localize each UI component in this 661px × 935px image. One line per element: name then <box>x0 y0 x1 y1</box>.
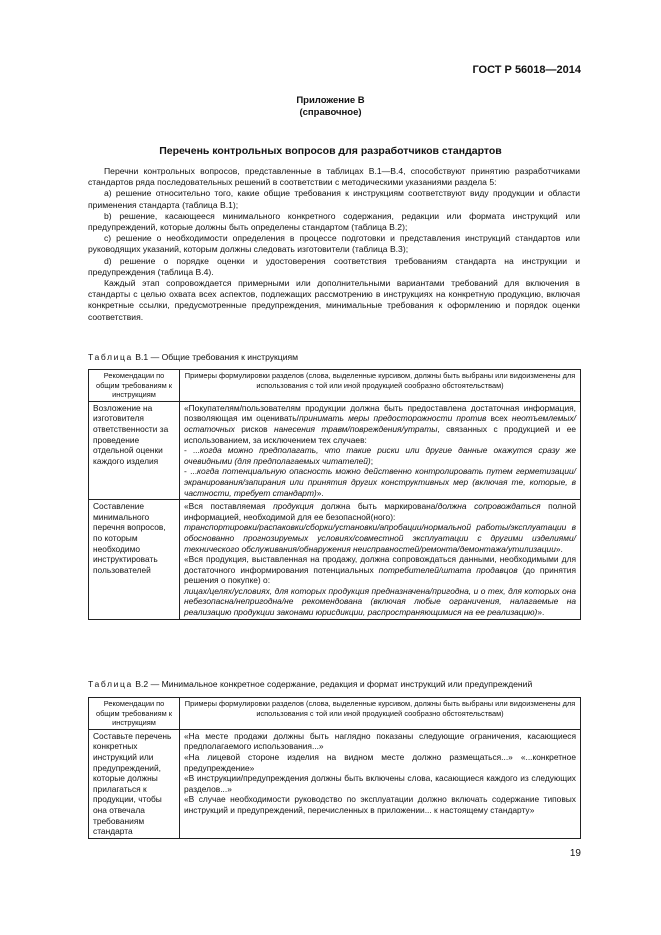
appendix-note: (справочное) <box>299 107 362 118</box>
intro-item-a: а) решение относительно того, какие общие требования к инструкциям соответствуют виду продукции и области применения стандарта (таблица В.1); <box>88 188 580 210</box>
table2-caption-word: Таблица <box>88 679 133 689</box>
table-header-row <box>89 698 581 730</box>
example-paragraph: «В случае необходимости руководство по эксплуатации должно включать содержание типовых инструкций и предупреждений, перечисленных в приложении... к настоящему стандарту» <box>184 794 576 815</box>
table-b2 <box>88 697 581 839</box>
table-header-row <box>89 370 581 402</box>
appendix-heading <box>0 95 661 119</box>
intro-paragraph: Перечни контрольных вопросов, представленные в таблицах В.1—В.4, способствуют принятию разработчиками стандартов ряда последовательных решений в соответствии с методическими указаниями раздела 5: <box>88 166 580 188</box>
table-cell-example <box>180 401 581 499</box>
table-cell-recommendation: Составьте перечень конкретных инструкций или предупреждений, которые должны прилагаться к продукции, чтобы она отвечала требованиям стандарта <box>89 729 180 838</box>
table-header-cell: Примеры формулировки разделов (слова, выделенные курсивом, должны быть выбраны или видоизменены для использования с той или иной продукцией сообразно обстоятельствам) <box>180 698 581 730</box>
example-bullet: - ...когда потенциальную опасность можно действенно контролировать путем герметизации/экранирования/запирания или принятия других конструктивных мер (включая те, которые, в частности, требует стандарт)». <box>184 466 576 498</box>
intro-item-b: b) решение, касающееся минимального конкретного содержания, редакции или формата инструкций или предупреждений, которые должны быть определены стандартом (таблица В.2); <box>88 210 580 233</box>
appendix-title: Приложение В <box>296 95 365 106</box>
table-cell-example <box>180 729 581 838</box>
table-row <box>89 500 581 620</box>
table2-caption <box>88 679 532 689</box>
table2-caption-text: В.2 — Минимальное конкретное содержание, редакция и формат инструкций или предупреждений <box>135 679 533 689</box>
table-header-cell: Рекомендации по общим требованиям к инструкциям <box>89 698 180 730</box>
example-paragraph: «На месте продажи должны быть наглядно показаны следующие ограничения, касающиеся предполагаемого использования...» <box>184 730 576 752</box>
example-bullet: - ...когда можно предполагать, что такие риски или другие данные окажутся сразу же очевидными (для предполагаемых читателей); <box>184 445 576 466</box>
example-paragraph: транспортировки/распаковки/сборки/установки/апробации/нормальной работы/эксплуатации в обоснованно прогнозируемых условиях/совместной эксплуатации с другими изделиями/технического обслуживания/обнаружения неисправностей/ремонта/демонтажа/утилизации». <box>184 522 576 554</box>
table-cell-recommendation: Возложение на изготовителя ответственности за проведение отдельной оценки каждого изделия <box>89 401 180 499</box>
example-paragraph: «Вся поставляемая продукция должна быть маркирована/должна сопровождаться полной информацией, необходимой для ее безопасной(ного): <box>184 501 577 522</box>
table-header-cell: Примеры формулировки разделов (слова, выделенные курсивом, должны быть выбраны или видоизменены для использования с той или иной продукцией сообразно обстоятельствам) <box>180 370 581 402</box>
example-paragraph: «Покупателям/пользователям продукции должна быть предоставлена достаточная информация, позволяющая им оценивать/принимать меры предосторожности против всех неотъемлемых/остаточных рисков нанесения травм/повреждения/утраты, связанных с продукцией и ее использованием, за исключением тех случаев: <box>184 402 577 445</box>
table-b1 <box>88 369 581 620</box>
intro-item-d: d) решение о порядке оценки и удостоверения соответствия требованиям стандарта на инструкции и предупреждения (таблица В.4). <box>88 255 580 277</box>
intro-closing-paragraph: Каждый этап сопровождается примерными или дополнительными вариантами требований для включения в стандарты с целью охвата всех аспектов, подлежащих рассмотрению в инструкциях на конкретную продукцию, включая конкретные ссылки, предусмотренные предупреждения, минимальные требования к оформлению и порядок оценки соответствия. <box>88 278 580 322</box>
table1-caption-text: В.1 — Общие требования к инструкциям <box>135 352 299 362</box>
table-cell-recommendation: Составление минимального перечня вопросов, по которым необходимо инструктировать пользователей <box>89 500 180 620</box>
table-header-cell: Рекомендации по общим требованиям к инструкциям <box>89 370 180 402</box>
example-paragraph: «В инструкции/предупреждения должны быть включены слова, касающиеся каждого из следующих разделов...» <box>184 773 576 794</box>
document-header: ГОСТ Р 56018—2014 <box>472 64 581 76</box>
table-cell-example <box>180 500 581 620</box>
intro-text <box>88 166 580 323</box>
table-row <box>89 729 581 838</box>
example-paragraph: «На лицевой стороне изделия на видном месте должно размещаться...» «...конкретное предупреждение» <box>184 751 576 773</box>
example-paragraph: лицах/целях/условиях, для которых продукция предназначена/пригодна, и о тех, для которых она небезопасна/непригодна/не рекомендована (включая любые ограничения, налагаемые на реализацию продукции законами юрисдикции, распространяющимися на ее реализацию)». <box>184 585 576 618</box>
intro-item-c: с) решение о необходимости определения в процессе подготовки и представления инструкций стандартов или руководящих указаний, которым должны следовать изготовители (таблица В.3); <box>88 233 580 255</box>
table1-caption <box>88 352 298 362</box>
example-paragraph: «Вся продукция, выставленная на продажу, должна сопровождаться данными, необходимыми для достаточного информирования потенциальных потребителей/штата продавцов (до принятия решения о покупке) о: <box>184 554 576 586</box>
section-title: Перечень контрольных вопросов для разработчиков стандартов <box>159 145 502 157</box>
table-row <box>89 401 581 499</box>
page-number: 19 <box>569 848 581 859</box>
table1-caption-word: Таблица <box>88 352 133 362</box>
